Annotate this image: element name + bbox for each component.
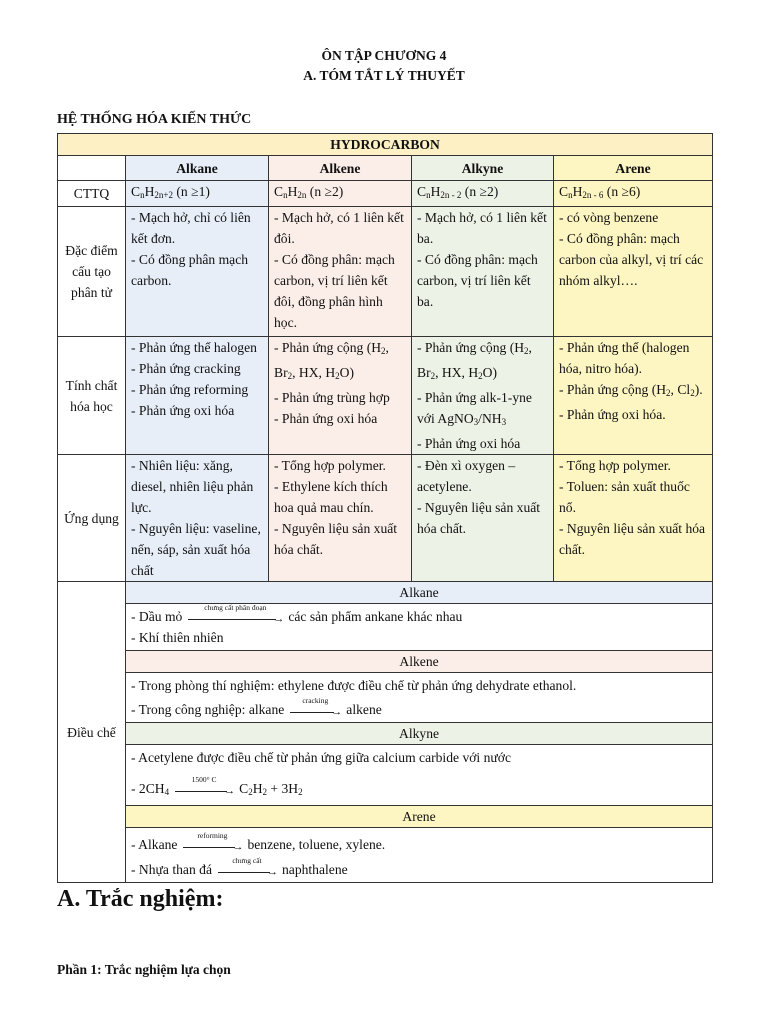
row-label-preparation: Điều chế xyxy=(58,582,126,883)
structure-alkene: - Mạch hở, có 1 liên kết đôi. - Có đồng phân: mạch carbon, vị trí liên kết đôi, đồng phân hình học. xyxy=(269,207,412,337)
section-heading: HỆ THỐNG HÓA KIẾN THỨC xyxy=(57,112,252,127)
row-label-properties: Tính chất hóa học xyxy=(58,337,126,455)
prep-arene-content: - Alkane reforming → benzene, toluene, xylene. - Nhựa than đá chưng cất → naphthalene xyxy=(126,828,713,883)
corner-cell xyxy=(58,156,126,181)
reaction-arrow: reforming → xyxy=(181,839,243,853)
prep-alkyne-content: - Acetylene được điều chế từ phản ứng giữa calcium carbide với nước - $2CH_4$ 1500° C → $C_2H_2 + 3H_2$ xyxy=(126,745,713,806)
applications-arene: - Tổng hợp polymer. - Toluen: sản xuất thuốc nổ. - Nguyên liệu sản xuất hóa chất. xyxy=(554,455,713,582)
table-caption: HYDROCARBON xyxy=(58,134,713,156)
column-header-alkene: Alkene xyxy=(269,156,412,181)
structure-alkane: - Mạch hở, chỉ có liên kết đơn. - Có đồng phân mạch carbon. xyxy=(126,207,269,337)
properties-arene: - Phản ứng thế (halogen hóa, nitro hóa). - Phản ứng cộng ($H_2$, $Cl_2$). - Phản ứng oxi hóa. xyxy=(554,337,713,455)
applications-alkyne: - Đèn xì oxygen – acetylene. - Nguyên liệu sản xuất hóa chất. xyxy=(412,455,554,582)
cttq-arene: $C_nH_{2n - 6}$ (n ≥6) xyxy=(554,181,713,207)
row-label-cttq: CTTQ xyxy=(58,181,126,207)
column-header-alkyne: Alkyne xyxy=(412,156,554,181)
properties-alkene: - Phản ứng cộng ($H_2$, $Br_2$, HX, $H_2O$) - Phản ứng trùng hợp - Phản ứng oxi hóa xyxy=(269,337,412,455)
cttq-alkyne: $C_nH_{2n - 2}$ (n ≥2) xyxy=(412,181,554,207)
chapter-title: ÔN TẬP CHƯƠNG 4 xyxy=(321,48,447,63)
reaction-arrow: chưng cất → xyxy=(216,864,278,878)
column-header-arene: Arene xyxy=(554,156,713,181)
properties-alkane: - Phản ứng thế halogen - Phản ứng cracking - Phản ứng reforming - Phản ứng oxi hóa xyxy=(126,337,269,455)
prep-alkene-header: Alkene xyxy=(126,651,713,673)
prep-alkyne-header: Alkyne xyxy=(126,723,713,745)
prep-alkane-content: - Dầu mỏ chưng cất phân đoạn → các sản phẩm ankane khác nhau - Khí thiên nhiên xyxy=(126,604,713,651)
hydrocarbon-table xyxy=(57,133,713,883)
reaction-arrow: chưng cất phân đoạn → xyxy=(186,611,284,625)
properties-alkyne: - Phản ứng cộng ($H_2$, $Br_2$, HX, $H_2O$) - Phản ứng alk-1-yne với $AgNO_3/NH_3$ - Phản ứng oxi hóa xyxy=(412,337,554,455)
cttq-alkene: $C_nH_{2n}$ (n ≥2) xyxy=(269,181,412,207)
row-label-structure: Đặc điểm cấu tạo phân tử xyxy=(58,207,126,337)
column-header-alkane: Alkane xyxy=(126,156,269,181)
applications-alkane: - Nhiên liệu: xăng, diesel, nhiên liệu phản lực. - Nguyên liệu: vaseline, nến, sáp, sản xuất hóa chất xyxy=(126,455,269,582)
part-1-heading: Phần 1: Trắc nghiệm lựa chọn xyxy=(57,962,231,977)
reaction-arrow: 1500° C → xyxy=(173,783,235,797)
row-label-applications: Ứng dụng xyxy=(58,455,126,582)
section-a-heading: A. Trắc nghiệm: xyxy=(57,886,224,912)
structure-alkyne: - Mạch hở, có 1 liên kết ba. - Có đồng phân: mạch carbon, vị trí liên kết ba. xyxy=(412,207,554,337)
prep-arene-header: Arene xyxy=(126,806,713,828)
summary-title: A. TÓM TẮT LÝ THUYẾT xyxy=(303,68,465,83)
prep-alkane-header: Alkane xyxy=(126,582,713,604)
cttq-alkane: $C_nH_{2n+2}$ (n ≥1) xyxy=(126,181,269,207)
applications-alkene: - Tổng hợp polymer. - Ethylene kích thích hoa quả mau chín. - Nguyên liệu sản xuất hóa chất. xyxy=(269,455,412,582)
reaction-arrow: cracking → xyxy=(288,704,342,718)
prep-alkene-content: - Trong phòng thí nghiệm: ethylene được điều chế từ phản ứng dehydrate ethanol. - Trong công nghiệp: alkane cracking → alkene xyxy=(126,673,713,723)
structure-arene: - có vòng benzene - Có đồng phân: mạch carbon của alkyl, vị trí các nhóm alkyl…. xyxy=(554,207,713,337)
